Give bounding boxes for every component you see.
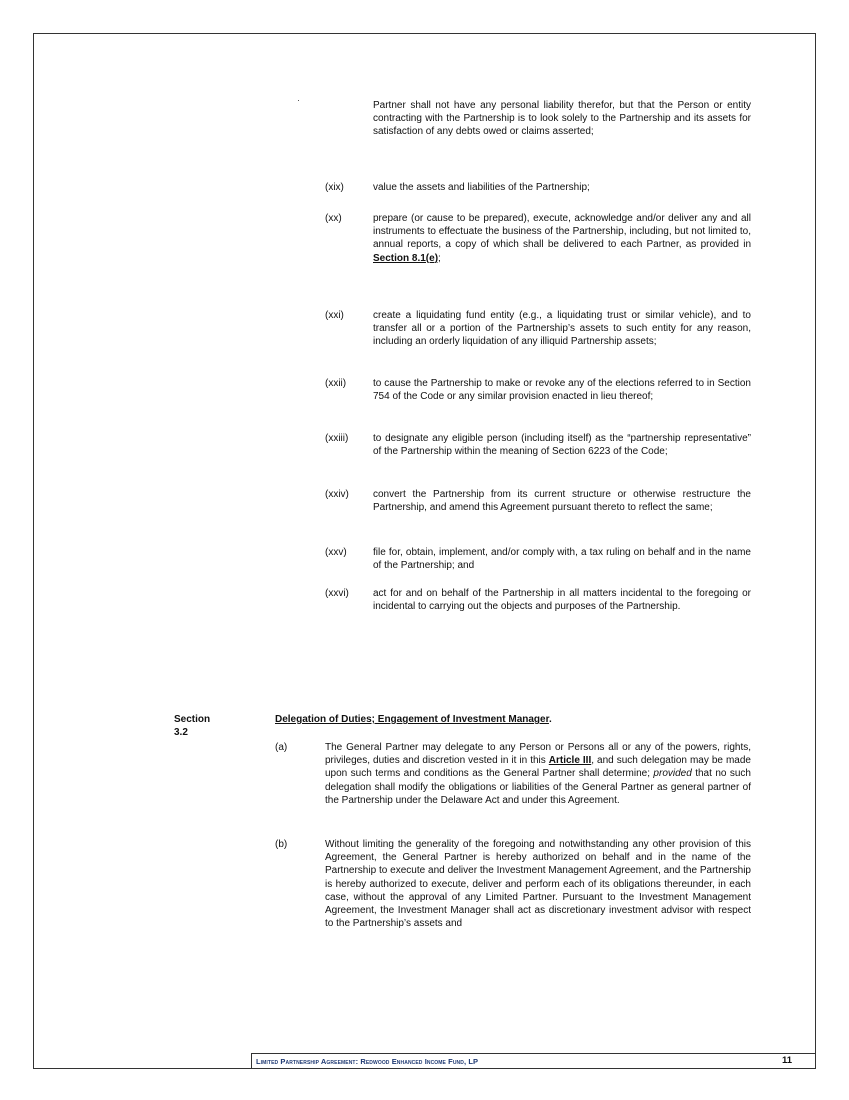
item-text: act for and on behalf of the Partnership in all matters incidental to the foregoing or incidental to carrying out the objects and purposes of the Partnership. xyxy=(373,588,751,613)
section-title-period: . xyxy=(548,714,552,725)
item-number: (xxiii) xyxy=(325,433,349,444)
section-title xyxy=(275,713,552,726)
item-text-before: prepare (or cause to be prepared), execute, acknowledge and/or deliver any and all instruments to effectuate the business of the Partnership, including, but not limited to, annual reports, a copy of which shall be delivered to each Partner, as provided in xyxy=(373,213,751,251)
section-number: Section 3.2 xyxy=(174,714,211,738)
list-item xyxy=(325,488,751,514)
item-text xyxy=(373,212,751,265)
section-title-text: Delegation of Duties; Engagement of Investment Manager xyxy=(275,714,549,725)
paragraph xyxy=(275,741,751,807)
item-number: (xxvi) xyxy=(325,588,349,599)
list-item xyxy=(325,377,751,403)
paragraph-text: Without limiting the generality of the foregoing and notwithstanding any other provision of this Agreement, the General Partner is hereby authorized on behalf and in the name of the Partnership to execute and deliver the Investment Management Agreement, and the Partnership is hereby authorized to execute, deliver and perform each of its obligations thereunder, in each case, without the approval of any Limited Partner. Pursuant to the Investment Management Agreement, the Investment Manager shall act as discretionary investment advisor with respect to the Partnership’s assets and xyxy=(325,839,751,930)
list-item xyxy=(325,181,751,194)
item-text: create a liquidating fund entity (e.g., a liquidating trust or similar vehicle), and to transfer all or a portion of the Partnership’s assets to such entity for any reason, including an orderly liquidation of any illiquid Partnership assets; xyxy=(373,310,751,348)
item-text: to designate any eligible person (including itself) as the “partnership representative” of the Partnership within the meaning of Section 6223 of the Code; xyxy=(373,433,751,458)
paragraph-italic-term: provided xyxy=(653,768,692,780)
paragraph-text-part: , and such delegation may be made upon such terms and conditions as the General Partner shall determine; xyxy=(325,755,751,780)
item-number: (xx) xyxy=(325,213,342,224)
item-text: file for, obtain, implement, and/or comply with, a tax ruling on behalf and in the name of the Partnership; and xyxy=(373,547,751,572)
item-text-after: ; xyxy=(438,252,441,264)
list-item xyxy=(325,546,751,572)
item-number: (xix) xyxy=(325,182,344,193)
paragraph-number: (a) xyxy=(275,742,288,753)
item-number: (xxiv) xyxy=(325,489,349,500)
continuation-paragraph: Partner shall not have any personal liability therefor, but that the Person or entity contracting with the Partnership is to look solely to the Partnership and its assets for satisfaction of any debts owed or claims asserted; xyxy=(373,100,751,138)
paragraph-text-part: that no such delegation shall modify the obligations or liabilities of the General Partner as general partner of the Partnership under the Delaware Act and under this Agreement. xyxy=(325,768,751,806)
article-reference-link[interactable]: Article III xyxy=(548,755,592,767)
paragraph xyxy=(275,838,751,930)
item-text: to cause the Partnership to make or revoke any of the elections referred to in Section 754 of the Code or any similar provision enacted in lieu thereof; xyxy=(373,378,751,403)
page-footer xyxy=(251,1053,816,1069)
item-number: (xxi) xyxy=(325,310,344,321)
list-item xyxy=(325,432,751,458)
paragraph-number: (b) xyxy=(275,839,288,850)
item-text: convert the Partnership from its current structure or otherwise restructure the Partnership, and amend this Agreement pursuant thereto to reflect the same; xyxy=(373,489,751,514)
item-number: (xxv) xyxy=(325,547,347,558)
page-number: 11 xyxy=(781,1055,792,1066)
paragraph-text xyxy=(325,741,751,807)
paragraph-text-part: The General Partner may delegate to any Person or Persons all or any of the powers, rights, privileges, duties and discretion vested in it in this xyxy=(325,742,751,767)
list-item xyxy=(325,212,751,265)
footer-document-title: Limited Partnership Agreement: Redwood Enhanced Income Fund, LP xyxy=(256,1057,479,1066)
item-text: value the assets and liabilities of the Partnership; xyxy=(373,182,590,193)
list-item xyxy=(325,309,751,349)
section-reference-link[interactable]: Section 8.1(e) xyxy=(373,252,439,264)
stray-mark xyxy=(298,100,299,101)
list-item xyxy=(325,587,751,613)
item-number: (xxii) xyxy=(325,378,347,389)
